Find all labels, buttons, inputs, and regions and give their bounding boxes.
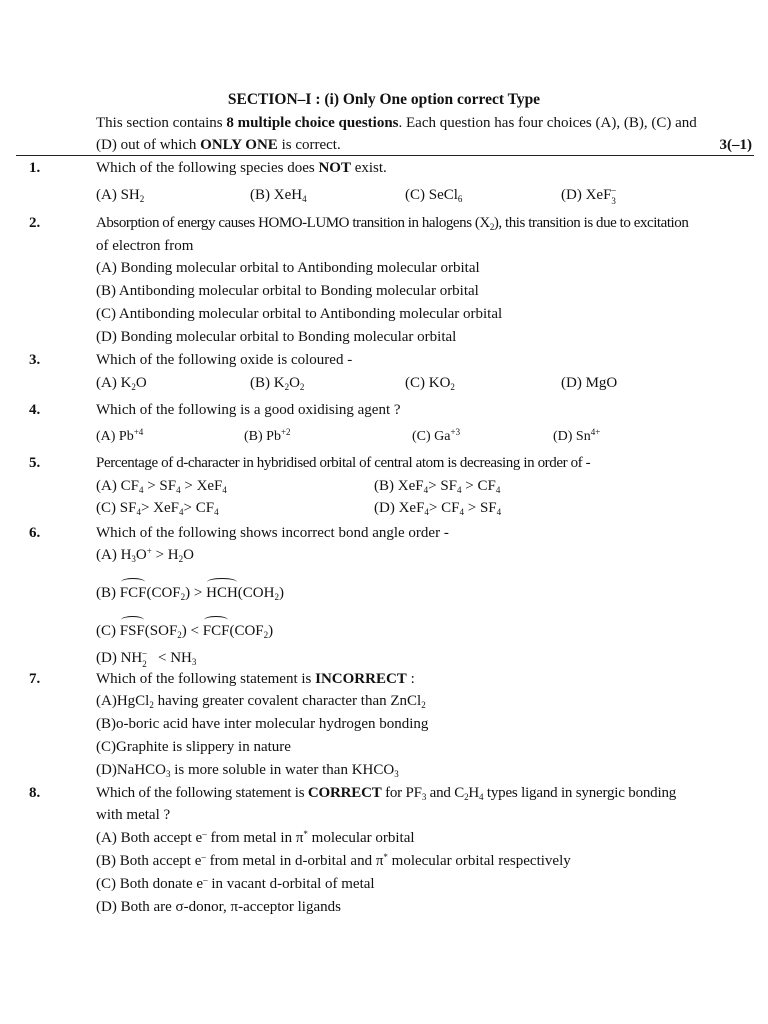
option: (A)HgCl$_2$ having greater covalent character than ZnCl$_2$ — [96, 693, 426, 710]
option: (A) Both accept e– from metal in π* molecular orbital — [96, 829, 415, 846]
marking-scheme: 3(–1) — [719, 137, 752, 153]
option: (A) $SH_2$ — [96, 187, 145, 204]
option: (A) Bonding molecular orbital to Antibonding molecular orbital — [96, 260, 480, 276]
option: (B) $Pb^{+2}$ — [244, 427, 291, 444]
header-divider — [16, 155, 754, 156]
question-text-cont: with metal ? — [96, 807, 171, 823]
question-number: 8. — [29, 785, 41, 801]
section-title: SECTION–I : (i) Only One option correct Type — [227, 91, 541, 108]
option: (A) $Pb^{+4}$ — [96, 427, 144, 444]
option: (C) $FSF(SOF_2) < FCF(COF_2)$ — [96, 623, 274, 640]
option: (A) $H_3O^+ > H_2O$ — [96, 546, 194, 564]
question-text-cont: of electron from — [96, 238, 194, 254]
question-text: Which of the following oxide is coloured - — [96, 352, 353, 368]
question-number: 3. — [29, 352, 41, 368]
option: (C) Both donate e– in vacant d-orbital of metal — [96, 875, 375, 892]
option: (D) Both are σ-donor, π-acceptor ligands — [96, 899, 341, 915]
question-number: 1. — [29, 160, 41, 176]
option: (B) $FCF(COF_2) > HCH(COH_2)$ — [96, 585, 284, 602]
option: (A) $CF_4 > SF_4 > XeF_4$ — [96, 478, 227, 495]
option: (B) Both accept e– from metal in d-orbital and π* molecular orbital respectively — [96, 852, 571, 869]
option: (B) Antibonding molecular orbital to Bonding molecular orbital — [96, 283, 479, 299]
angle-arc: FSF — [119, 623, 145, 639]
question-text: Which of the following is a good oxidising agent ? — [96, 402, 401, 418]
option: (D)NaHCO$_3$ is more soluble in water than $KHCO_3$ — [96, 762, 399, 779]
option: (C) $Ga^{+3}$ — [412, 427, 461, 444]
question-text: Which of the following statement is INCORRECT : — [96, 671, 415, 687]
option: (C) $SF_4> XeF_4> CF_4$ — [96, 500, 219, 517]
question-text: Percentage of d-character in hybridised orbital of central atom is decreasing in order of - — [96, 455, 591, 471]
angle-arc: FCF — [119, 585, 147, 601]
option: (C) Antibonding molecular orbital to Antibonding molecular orbital — [96, 306, 503, 322]
question-text: Absorption of energy causes HOMO-LUMO transition in halogens $(X_2)$, this transition is due to excitation — [96, 215, 689, 232]
option: (D) $XeF_4> CF_4 > SF_4$ — [374, 500, 502, 517]
question-text: Which of the following species does NOT exist. — [96, 160, 387, 176]
option: (B)o-boric acid have inter molecular hydrogen bonding — [96, 716, 429, 732]
option: (C) SeCl$_6$ — [405, 187, 463, 204]
option: (D) XeF – 3 — [561, 185, 616, 206]
question-number: 6. — [29, 525, 41, 541]
angle-arc: FCF — [202, 623, 230, 639]
question-number: 4. — [29, 402, 41, 418]
question-number: 7. — [29, 671, 41, 687]
option: (D) $Sn^{4+}$ — [553, 427, 601, 444]
option: (C)Graphite is slippery in nature — [96, 739, 291, 755]
question-number: 5. — [29, 455, 41, 471]
option: (D) NH – 2 < $NH_3$ — [96, 648, 197, 669]
option: (C) $KO_2$ — [405, 375, 455, 392]
option: (D) Bonding molecular orbital to Bonding molecular orbital — [96, 329, 457, 345]
section-intro-line-1: This section contains 8 multiple choice questions. Each question has four choices (A), (B), (C) and — [96, 115, 697, 131]
question-text: Which of the following statement is CORRECT for $PF_3$ and $C_2H_4$ types ligand in synergic bonding — [96, 785, 677, 802]
option: (B) $K_2O_2$ — [250, 375, 305, 392]
question-text: Which of the following shows incorrect bond angle order - — [96, 525, 449, 541]
section-intro-line-2: (D) out of which ONLY ONE is correct. — [96, 137, 341, 153]
option: (B) $XeF_4> SF_4 > CF_4$ — [374, 478, 501, 495]
option: (B) XeH$_4$ — [250, 187, 307, 204]
question-number: 2. — [29, 215, 41, 231]
option: (D) MgO — [561, 375, 618, 391]
option: (A) $K_2O$ — [96, 375, 147, 392]
angle-arc: HCH — [206, 585, 238, 601]
